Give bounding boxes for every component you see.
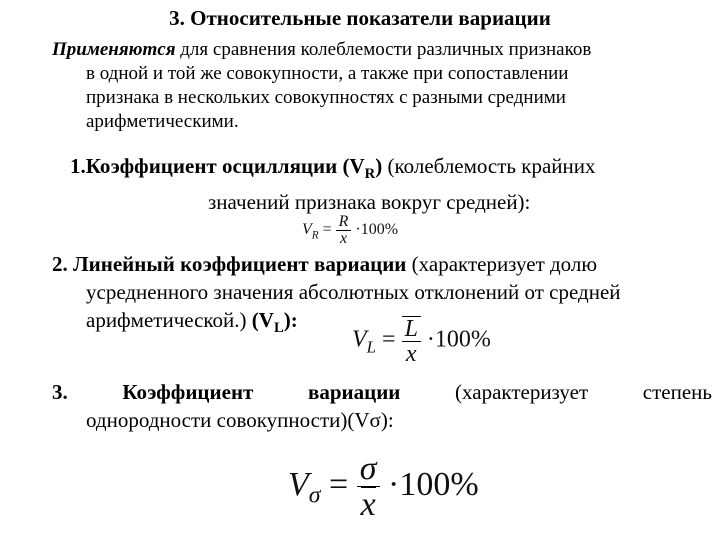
intro-line4: арифметическими. [86, 111, 239, 132]
item3-line2: однородности совокупности)(Vσ): [86, 408, 394, 432]
item2-desc1: (характеризует долю [406, 252, 598, 276]
item3-word4: степень [642, 380, 712, 404]
item2-line3-text: арифметической.) [86, 308, 252, 332]
f2-denominator: x [405, 341, 417, 367]
f3-mult: ·100% [388, 465, 479, 503]
f1-lhs: V [302, 221, 312, 239]
formula-linear [352, 316, 491, 366]
item2-name: Линейный коэффициент вариации [73, 252, 407, 276]
item3-word1: Коэффициент [122, 380, 254, 404]
f1-eq: = [322, 221, 332, 239]
item3-number: 3. [52, 380, 68, 404]
intro-lead: Применяются [52, 39, 176, 60]
item3-word2: вариации [307, 380, 401, 404]
f2-numerator: L [402, 316, 421, 342]
intro-paragraph [52, 38, 702, 134]
item2-sym: (V [251, 308, 274, 332]
f2-lhs-sub: L [366, 337, 377, 357]
item2-sym-sub: L [273, 320, 284, 337]
f1-mult: ·100% [355, 221, 399, 239]
f3-numerator: σ [357, 452, 380, 487]
f1-lhs-sub: R [311, 229, 319, 242]
item2-number: 2. [52, 252, 68, 276]
f2-mult: ·100% [426, 326, 491, 353]
item1-number: 1. [70, 154, 86, 178]
formula-oscillation [302, 214, 398, 247]
intro-line3: признака в нескольких совокупностях с разными средними [86, 87, 566, 108]
f1-numerator: R [336, 214, 352, 231]
item2-line2: усредненного значения абсолютных отклонений от средней [86, 280, 621, 304]
f3-eq: = [329, 465, 349, 503]
item1-name-end: ) [375, 154, 383, 178]
item1-name: Коэффициент осцилляции (V [85, 154, 365, 178]
f2-lhs: V [352, 326, 367, 353]
f3-denominator: x [360, 486, 376, 523]
formula-variation [288, 452, 479, 522]
f1-denominator: x [339, 230, 348, 247]
item2-sym-end: ): [283, 308, 298, 332]
f3-lhs: V [288, 465, 309, 503]
item1-desc2: значений признака вокруг средней): [208, 190, 531, 215]
item1-sub: R [364, 166, 376, 183]
intro-line1: для сравнения колеблемости различных признаков [175, 39, 592, 60]
item-oscillation-coefficient [70, 152, 710, 216]
item3-line1 [52, 378, 712, 406]
item1-desc1: (колеблемость крайних [382, 154, 596, 178]
f2-eq: = [382, 326, 396, 353]
f3-lhs-sub: σ [308, 482, 321, 509]
f3-fraction [357, 452, 380, 522]
intro-line2: в одной и той же совокупности, а также при сопоставлении [86, 63, 569, 84]
f2-fraction [402, 316, 421, 366]
item-variation-coefficient [52, 378, 712, 434]
item3-word3: (характеризует [455, 380, 589, 404]
f1-fraction [336, 214, 352, 247]
slide-title: 3. Относительные показатели вариации [169, 6, 551, 30]
